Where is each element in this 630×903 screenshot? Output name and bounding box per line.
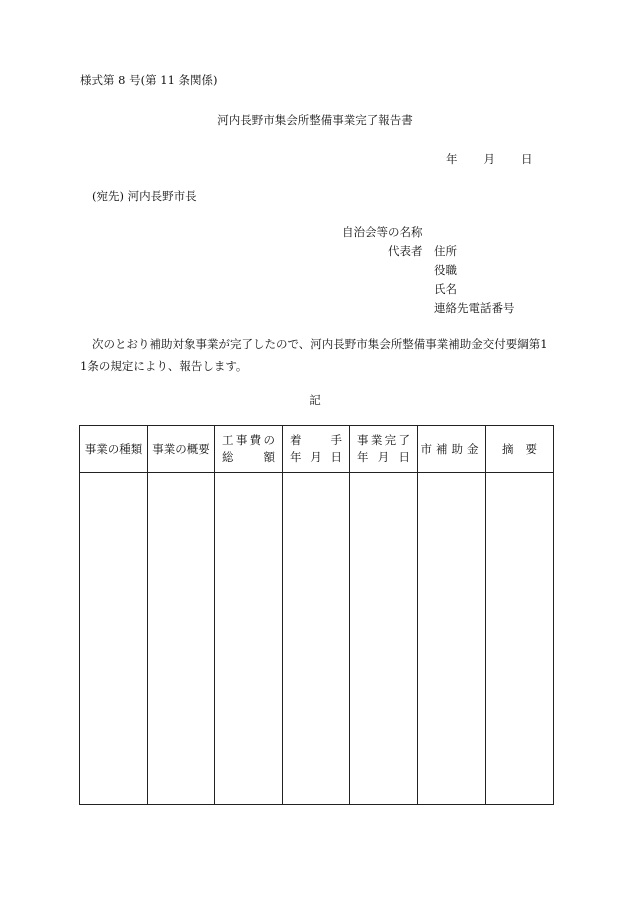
header-completion-date-line2: 年月日	[357, 450, 410, 464]
body-text: 次のとおり補助対象事業が完了したので、河内長野市集会所整備事業補助金交付要綱第11条の規定により、報告します。	[80, 337, 548, 373]
table-header-row	[80, 426, 554, 473]
org-name-label: 自治会等の名称	[342, 225, 423, 239]
header-start-date	[283, 426, 350, 473]
ki-heading: 記	[309, 393, 321, 407]
phone-label: 連絡先電話番号	[434, 301, 515, 315]
addressee: (宛先) 河内長野市長	[92, 189, 197, 203]
cell-completion-date[interactable]	[350, 473, 418, 805]
cell-business-type[interactable]	[80, 473, 148, 805]
date-year-label: 年	[446, 152, 458, 166]
position-label: 役職	[434, 263, 457, 277]
cell-business-summary[interactable]	[148, 473, 215, 805]
header-business-summary: 事業の概要	[148, 426, 215, 473]
header-total-cost-line2: 総額	[222, 450, 275, 464]
date-line	[446, 151, 533, 167]
report-table	[79, 425, 554, 805]
cell-total-cost[interactable]	[215, 473, 283, 805]
date-month-label: 月	[483, 152, 495, 166]
cell-remarks[interactable]	[486, 473, 554, 805]
cell-start-date[interactable]	[283, 473, 350, 805]
name-label: 氏名	[434, 282, 457, 296]
date-day-label: 日	[521, 152, 533, 166]
header-total-cost-line1: 工事費の	[222, 433, 275, 447]
header-city-subsidy: 市補助金	[418, 426, 486, 473]
header-completion-date	[350, 426, 418, 473]
document-title: 河内長野市集会所整備事業完了報告書	[217, 113, 413, 127]
header-total-cost	[215, 426, 283, 473]
representative-label: 代表者	[388, 244, 423, 258]
header-completion-date-line1: 事業完了	[357, 433, 410, 447]
header-remarks: 摘要	[486, 426, 554, 473]
address-label: 住所	[434, 244, 457, 258]
header-start-date-line2: 年月日	[290, 450, 342, 464]
form-number: 様式第 8 号(第 11 条関係)	[80, 73, 218, 87]
header-start-date-line1: 着手	[290, 433, 342, 447]
header-business-type: 事業の種類	[80, 426, 148, 473]
cell-city-subsidy[interactable]	[418, 473, 486, 805]
table-row	[80, 473, 554, 805]
